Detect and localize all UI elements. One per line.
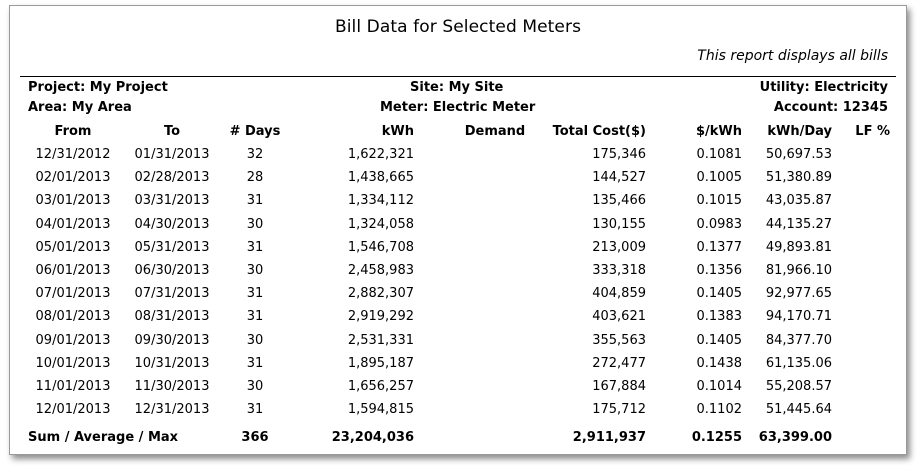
- summary-label: Sum / Average / Max: [28, 430, 179, 445]
- cell-from: 10/01/2013: [35, 355, 111, 371]
- cell-total-cost: 213,009: [592, 239, 646, 255]
- cell-kwh: 1,438,665: [347, 170, 414, 186]
- cell-cost-per-kwh: 0.1015: [696, 193, 742, 209]
- column-header-kwh-per-day: kWh/Day: [767, 124, 832, 139]
- cell-kwh: 1,334,112: [347, 193, 414, 209]
- project-label: Project: My Project: [28, 80, 168, 95]
- summary-row: [10, 430, 906, 453]
- cell-kwh-per-day: 49,893.81: [765, 239, 832, 255]
- cell-days: 31: [246, 286, 264, 302]
- column-header-total-cost: Total Cost($): [552, 124, 646, 139]
- cell-to: 06/30/2013: [134, 263, 210, 278]
- cell-from: 08/01/2013: [35, 309, 111, 325]
- cell-from: 06/01/2013: [35, 263, 111, 278]
- cell-kwh-per-day: 94,170.71: [765, 309, 832, 325]
- column-header-demand: Demand: [464, 124, 526, 139]
- cell-days: 31: [246, 402, 264, 418]
- table-row: [10, 263, 906, 286]
- cell-days: 30: [246, 263, 264, 278]
- cell-to: 12/31/2013: [134, 402, 210, 418]
- cell-kwh-per-day: 55,208.57: [765, 379, 832, 394]
- cell-days: 31: [246, 239, 264, 255]
- cell-cost-per-kwh: 0.1438: [696, 355, 742, 371]
- cell-total-cost: 135,466: [592, 193, 646, 209]
- cell-kwh: 1,324,058: [347, 216, 414, 232]
- utility-label: Utility: Electricity: [759, 80, 888, 95]
- table-row: [10, 286, 906, 309]
- cell-kwh: 2,531,331: [347, 332, 414, 348]
- cell-total-cost: 130,155: [592, 216, 646, 232]
- cell-cost-per-kwh: 0.1005: [696, 170, 742, 186]
- cell-to: 11/30/2013: [134, 379, 210, 394]
- cell-kwh: 1,622,321: [347, 147, 414, 162]
- cell-to: 03/31/2013: [134, 193, 210, 209]
- area-label: Area: My Area: [28, 100, 132, 115]
- cell-kwh: 1,895,187: [347, 355, 414, 371]
- cell-days: 31: [246, 309, 264, 325]
- cell-from: 03/01/2013: [35, 193, 111, 209]
- cell-to: 08/31/2013: [134, 309, 210, 325]
- header-divider: [20, 76, 896, 77]
- cell-total-cost: 175,346: [592, 147, 646, 162]
- table-row: [10, 147, 906, 170]
- cell-total-cost: 403,621: [592, 309, 646, 325]
- cell-to: 04/30/2013: [134, 216, 210, 232]
- summary-days: 366: [241, 430, 269, 445]
- site-label: Site: My Site: [410, 80, 504, 95]
- table-row: [10, 309, 906, 332]
- column-header-cost-per-kwh: $/kWh: [695, 124, 742, 139]
- cell-from: 05/01/2013: [35, 239, 111, 255]
- cell-kwh-per-day: 51,380.89: [765, 170, 832, 186]
- cell-to: 05/31/2013: [134, 239, 210, 255]
- cell-kwh-per-day: 84,377.70: [765, 332, 832, 348]
- cell-cost-per-kwh: 0.1014: [696, 379, 742, 394]
- cell-from: 07/01/2013: [35, 286, 111, 302]
- cell-from: 09/01/2013: [35, 332, 111, 348]
- cell-kwh: 2,919,292: [347, 309, 414, 325]
- table-row: [10, 193, 906, 216]
- cell-total-cost: 272,477: [592, 355, 646, 371]
- cell-from: 12/31/2012: [35, 147, 111, 162]
- cell-from: 04/01/2013: [35, 216, 111, 232]
- column-header-lf: LF %: [855, 124, 890, 139]
- cell-kwh: 1,656,257: [347, 379, 414, 394]
- table-row: [10, 402, 906, 425]
- summary-kwh: 23,204,036: [331, 430, 414, 445]
- cell-kwh-per-day: 81,966.10: [765, 263, 832, 278]
- table-row: [10, 170, 906, 193]
- summary-cost-per-kwh: 0.1255: [691, 430, 742, 445]
- cell-kwh: 2,882,307: [347, 286, 414, 302]
- report-subtitle: This report displays all bills: [697, 48, 888, 64]
- table-row: [10, 217, 906, 240]
- cell-cost-per-kwh: 0.1102: [696, 402, 742, 418]
- cell-kwh-per-day: 51,445.64: [765, 402, 832, 418]
- column-header-from: From: [54, 124, 92, 139]
- cell-days: 31: [246, 193, 264, 209]
- report-title: Bill Data for Selected Meters: [334, 17, 582, 37]
- table-row: [10, 356, 906, 379]
- table-row: [10, 379, 906, 402]
- column-header-to: To: [163, 124, 181, 139]
- summary-total-cost: 2,911,937: [572, 430, 646, 445]
- cell-days: 30: [246, 216, 264, 232]
- cell-cost-per-kwh: 0.1377: [696, 239, 742, 255]
- cell-to: 09/30/2013: [134, 332, 210, 348]
- cell-total-cost: 167,884: [592, 379, 646, 394]
- cell-kwh-per-day: 61,135.06: [765, 355, 832, 371]
- cell-total-cost: 333,318: [592, 263, 646, 278]
- cell-kwh: 2,458,983: [347, 263, 414, 278]
- account-label: Account: 12345: [773, 100, 888, 115]
- cell-days: 31: [246, 355, 264, 371]
- cell-days: 30: [246, 379, 264, 394]
- cell-kwh: 1,594,815: [347, 402, 414, 418]
- cell-cost-per-kwh: 0.1405: [696, 286, 742, 302]
- cell-total-cost: 175,712: [592, 402, 646, 418]
- cell-kwh-per-day: 92,977.65: [765, 286, 832, 302]
- cell-kwh-per-day: 50,697.53: [765, 147, 832, 162]
- cell-to: 02/28/2013: [134, 170, 210, 186]
- cell-total-cost: 144,527: [592, 170, 646, 186]
- cell-cost-per-kwh: 0.0983: [696, 216, 742, 232]
- cell-cost-per-kwh: 0.1081: [696, 147, 742, 162]
- table-row: [10, 240, 906, 263]
- cell-days: 28: [246, 170, 264, 186]
- cell-days: 30: [246, 332, 264, 348]
- cell-days: 32: [246, 147, 264, 162]
- column-header-days: # Days: [229, 124, 281, 139]
- cell-from: 12/01/2013: [35, 402, 111, 418]
- cell-from: 11/01/2013: [35, 379, 111, 394]
- cell-to: 01/31/2013: [134, 147, 210, 162]
- cell-total-cost: 355,563: [592, 332, 646, 348]
- cell-to: 10/31/2013: [134, 355, 210, 371]
- cell-cost-per-kwh: 0.1356: [696, 263, 742, 278]
- cell-to: 07/31/2013: [134, 286, 210, 302]
- table-row: [10, 333, 906, 356]
- cell-kwh-per-day: 43,035.87: [765, 193, 832, 209]
- column-header-kwh: kWh: [381, 124, 414, 139]
- cell-cost-per-kwh: 0.1383: [696, 309, 742, 325]
- cell-cost-per-kwh: 0.1405: [696, 332, 742, 348]
- cell-kwh-per-day: 44,135.27: [765, 216, 832, 232]
- meter-label: Meter: Electric Meter: [380, 100, 536, 115]
- cell-total-cost: 404,859: [592, 286, 646, 302]
- cell-kwh: 1,546,708: [347, 239, 414, 255]
- report-panel: [9, 5, 907, 455]
- cell-from: 02/01/2013: [35, 170, 111, 186]
- summary-kwh-per-day: 63,399.00: [758, 430, 832, 445]
